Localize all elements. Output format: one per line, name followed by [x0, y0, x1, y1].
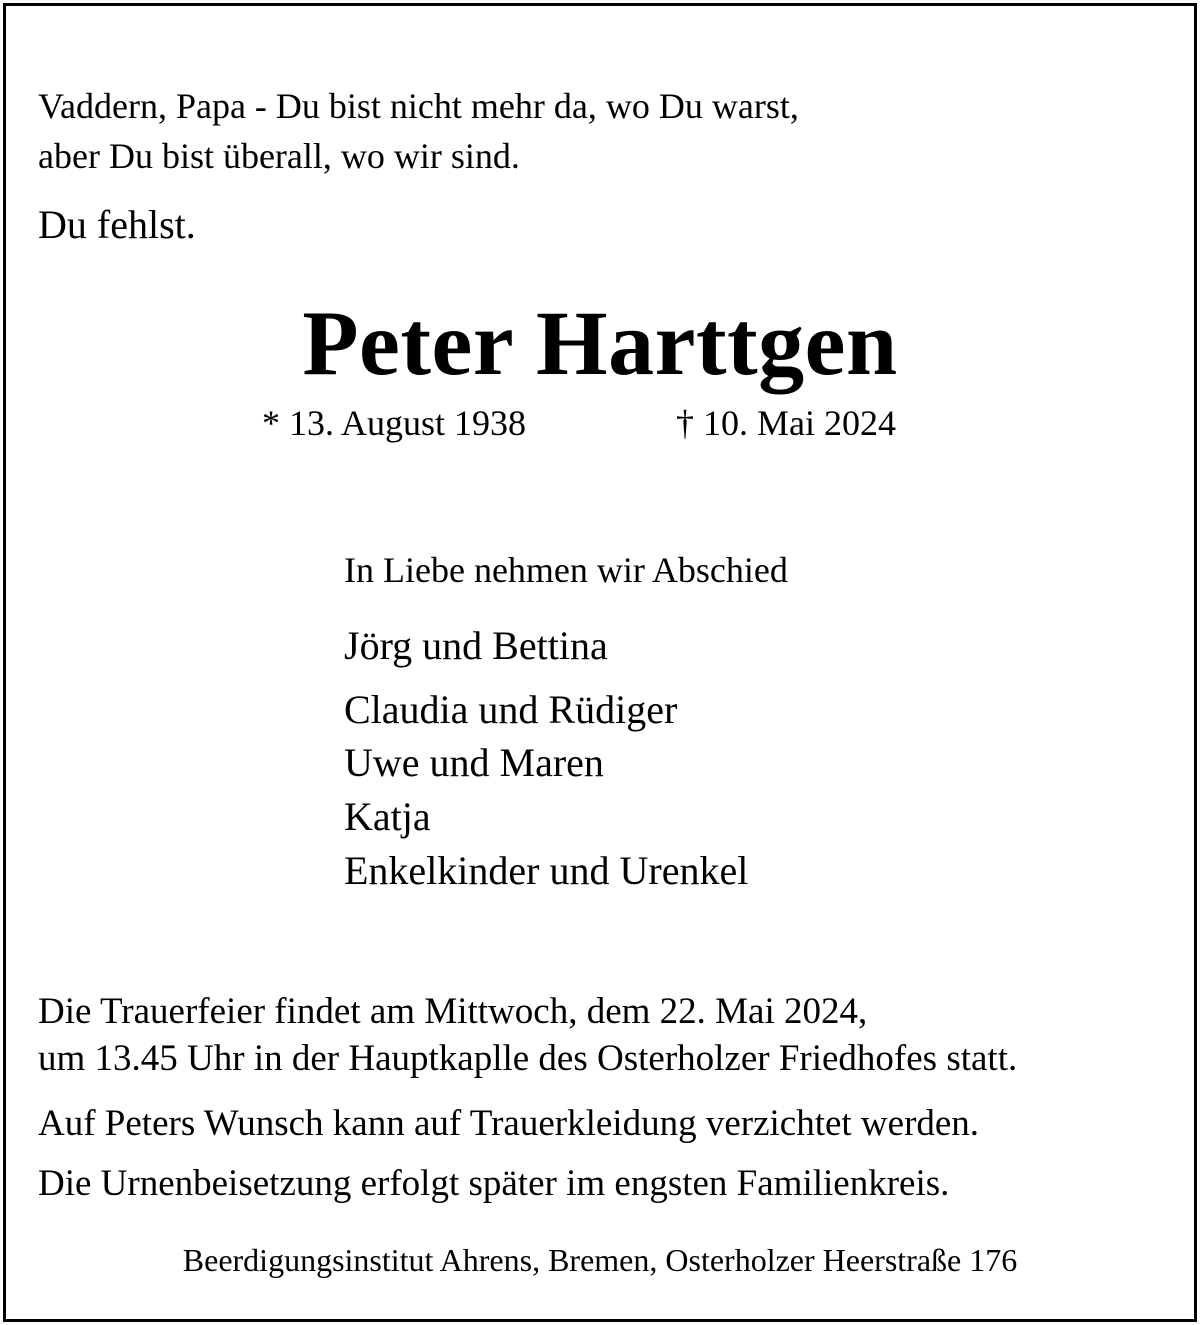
undertaker-info: Beerdigungsinstitut Ahrens, Bremen, Osterholzer Heerstraße 176	[182, 1242, 1018, 1278]
missing-text: Du fehlst.	[38, 202, 196, 247]
quote-line-1: Vaddern, Papa - Du bist nicht mehr da, wo Du warst,	[38, 86, 799, 126]
death-date: † 10. Mai 2024	[676, 403, 896, 443]
mourner-item: Uwe und Maren	[344, 740, 604, 785]
funeral-notice-line-1: Die Trauerfeier findet am Mittwoch, dem 22. Mai 2024,	[38, 991, 868, 1032]
mourner-item: Enkelkinder und Urenkel	[344, 848, 749, 893]
mourner-item: Katja	[344, 794, 431, 839]
funeral-notice-line-2: um 13.45 Uhr in der Hauptkaplle des Osterholzer Friedhofes statt.	[38, 1038, 1018, 1079]
urn-burial-notice: Die Urnenbeisetzung erfolgt später im engsten Familienkreis.	[38, 1163, 950, 1204]
quote-line-2: aber Du bist überall, wo wir sind.	[38, 136, 520, 176]
birth-date: * 13. August 1938	[262, 403, 527, 443]
mourner-item: Jörg und Bettina	[344, 623, 608, 668]
dress-code-notice: Auf Peters Wunsch kann auf Trauerkleidung verzichtet werden.	[38, 1103, 980, 1144]
farewell-text: In Liebe nehmen wir Abschied	[344, 550, 788, 590]
mourner-item: Claudia und Rüdiger	[344, 687, 678, 732]
deceased-name: Peter Harttgen	[302, 292, 898, 394]
